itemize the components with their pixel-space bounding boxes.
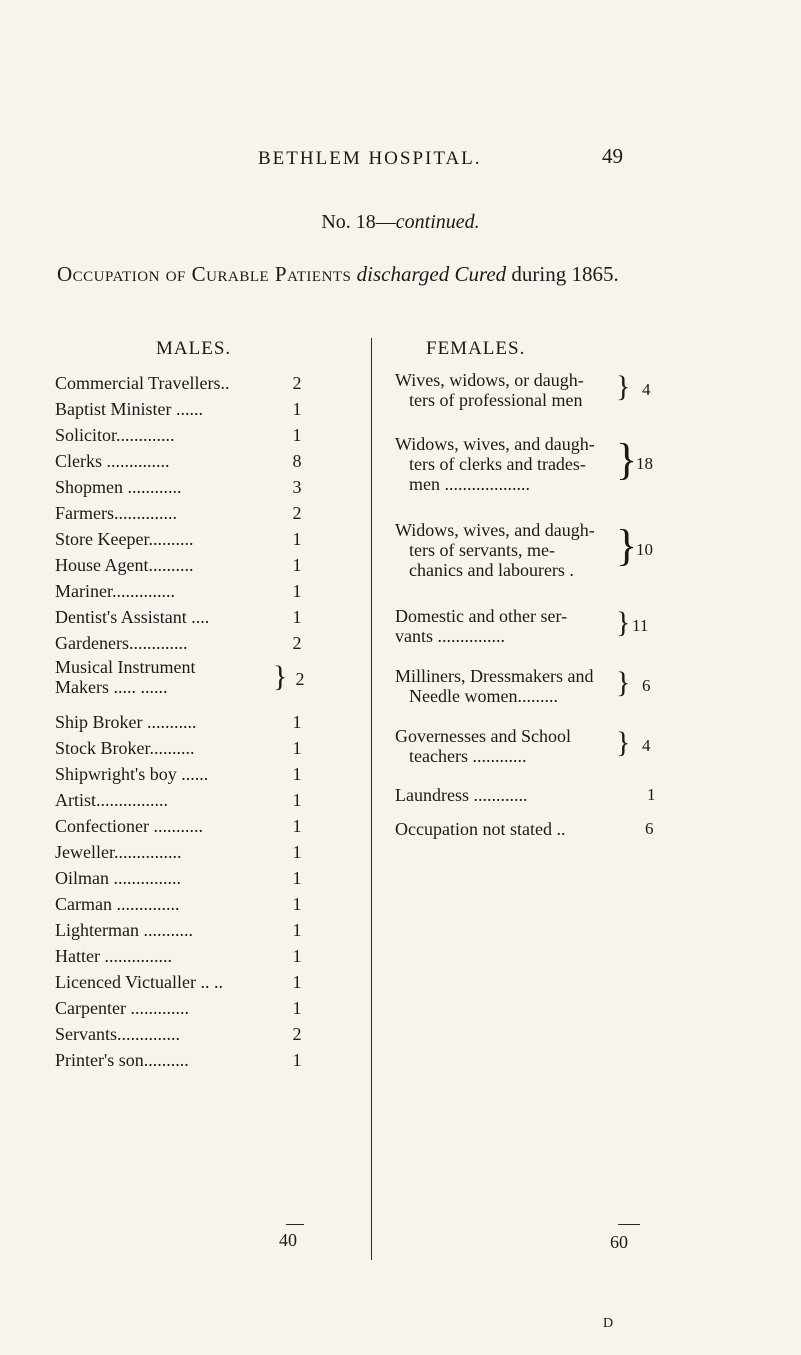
list-item: Baptist Minister ...... 1 — [55, 399, 302, 419]
table-title — [57, 262, 757, 287]
list-item: Widows, wives, and daugh- ters of clerks and trades- men ................... } 18 — [395, 434, 653, 494]
list-item: Oilman ............... 1 — [55, 868, 302, 888]
table-number-label: No. 18— — [321, 211, 396, 233]
list-item: Printer's son.......... 1 — [55, 1050, 302, 1070]
brace-icon: } — [616, 521, 638, 570]
females-heading: FEMALES. — [426, 338, 526, 359]
title-part-1: Occupation of Curable Patients — [57, 262, 352, 286]
list-item: Musical Instrument Makers ..... ...... } 2 — [55, 657, 305, 697]
list-item: Artist................ 1 — [55, 790, 302, 810]
list-item: Hatter ............... 1 — [55, 946, 302, 966]
list-item: Jeweller............... 1 — [55, 842, 302, 862]
title-part-3: during 1865. — [511, 262, 619, 286]
brace-icon: } — [616, 435, 638, 484]
list-item: Carpenter ............. 1 — [55, 998, 302, 1018]
list-item: Confectioner ........... 1 — [55, 816, 302, 836]
page-number: 49 — [602, 144, 623, 168]
list-item: House Agent.......... 1 — [55, 555, 302, 575]
list-item: Lighterman ........... 1 — [55, 920, 302, 940]
brace-icon: } — [616, 370, 631, 403]
brace-icon: } — [273, 660, 288, 693]
males-heading: MALES. — [156, 338, 232, 359]
list-item: Governesses and School teachers ............ } 4 — [395, 726, 651, 766]
males-total: 40 — [279, 1230, 297, 1250]
list-item: Gardeners............. 2 — [55, 633, 302, 653]
signature-mark: D — [603, 1316, 614, 1331]
list-item: Laundress ............ 1 — [395, 785, 656, 805]
list-item: Clerks .............. 8 — [55, 451, 302, 471]
females-total-rule — [618, 1224, 640, 1225]
list-item: Shopmen ............ 3 — [55, 477, 302, 497]
list-item: Store Keeper.......... 1 — [55, 529, 302, 549]
list-item: Commercial Travellers.. 2 — [55, 373, 302, 393]
list-item: Widows, wives, and daugh- ters of servants, me- chanics and labourers . } 10 — [395, 520, 653, 580]
list-item: Milliners, Dressmakers and Needle women......... } 6 — [395, 666, 651, 706]
males-total-rule — [286, 1224, 304, 1225]
list-item: Shipwright's boy ...... 1 — [55, 764, 302, 784]
list-item: Wives, widows, or daugh- ters of professional men } 4 — [395, 370, 651, 410]
list-item: Occupation not stated .. 6 — [395, 819, 654, 839]
brace-icon: } — [616, 666, 631, 699]
list-item: Solicitor............. 1 — [55, 425, 302, 445]
table-number-continued: continued. — [395, 211, 480, 233]
list-item: Carman .............. 1 — [55, 894, 302, 914]
list-item: Servants.............. 2 — [55, 1024, 302, 1044]
list-item: Licenced Victualler .. .. 1 — [55, 972, 302, 992]
brace-icon: } — [616, 726, 631, 759]
table-number — [0, 211, 801, 234]
running-title: BETHLEM HOSPITAL. — [258, 148, 482, 169]
list-item: Farmers.............. 2 — [55, 503, 302, 523]
title-part-2: discharged Cured — [356, 262, 507, 286]
list-item: Dentist's Assistant .... 1 — [55, 607, 302, 627]
females-total: 60 — [610, 1232, 628, 1252]
brace-icon: } — [616, 606, 631, 639]
list-item: Stock Broker.......... 1 — [55, 738, 302, 758]
list-item: Mariner.............. 1 — [55, 581, 302, 601]
list-item: Ship Broker ........... 1 — [55, 712, 302, 732]
list-item: Domestic and other ser- vants ............... } 11 — [395, 606, 649, 646]
